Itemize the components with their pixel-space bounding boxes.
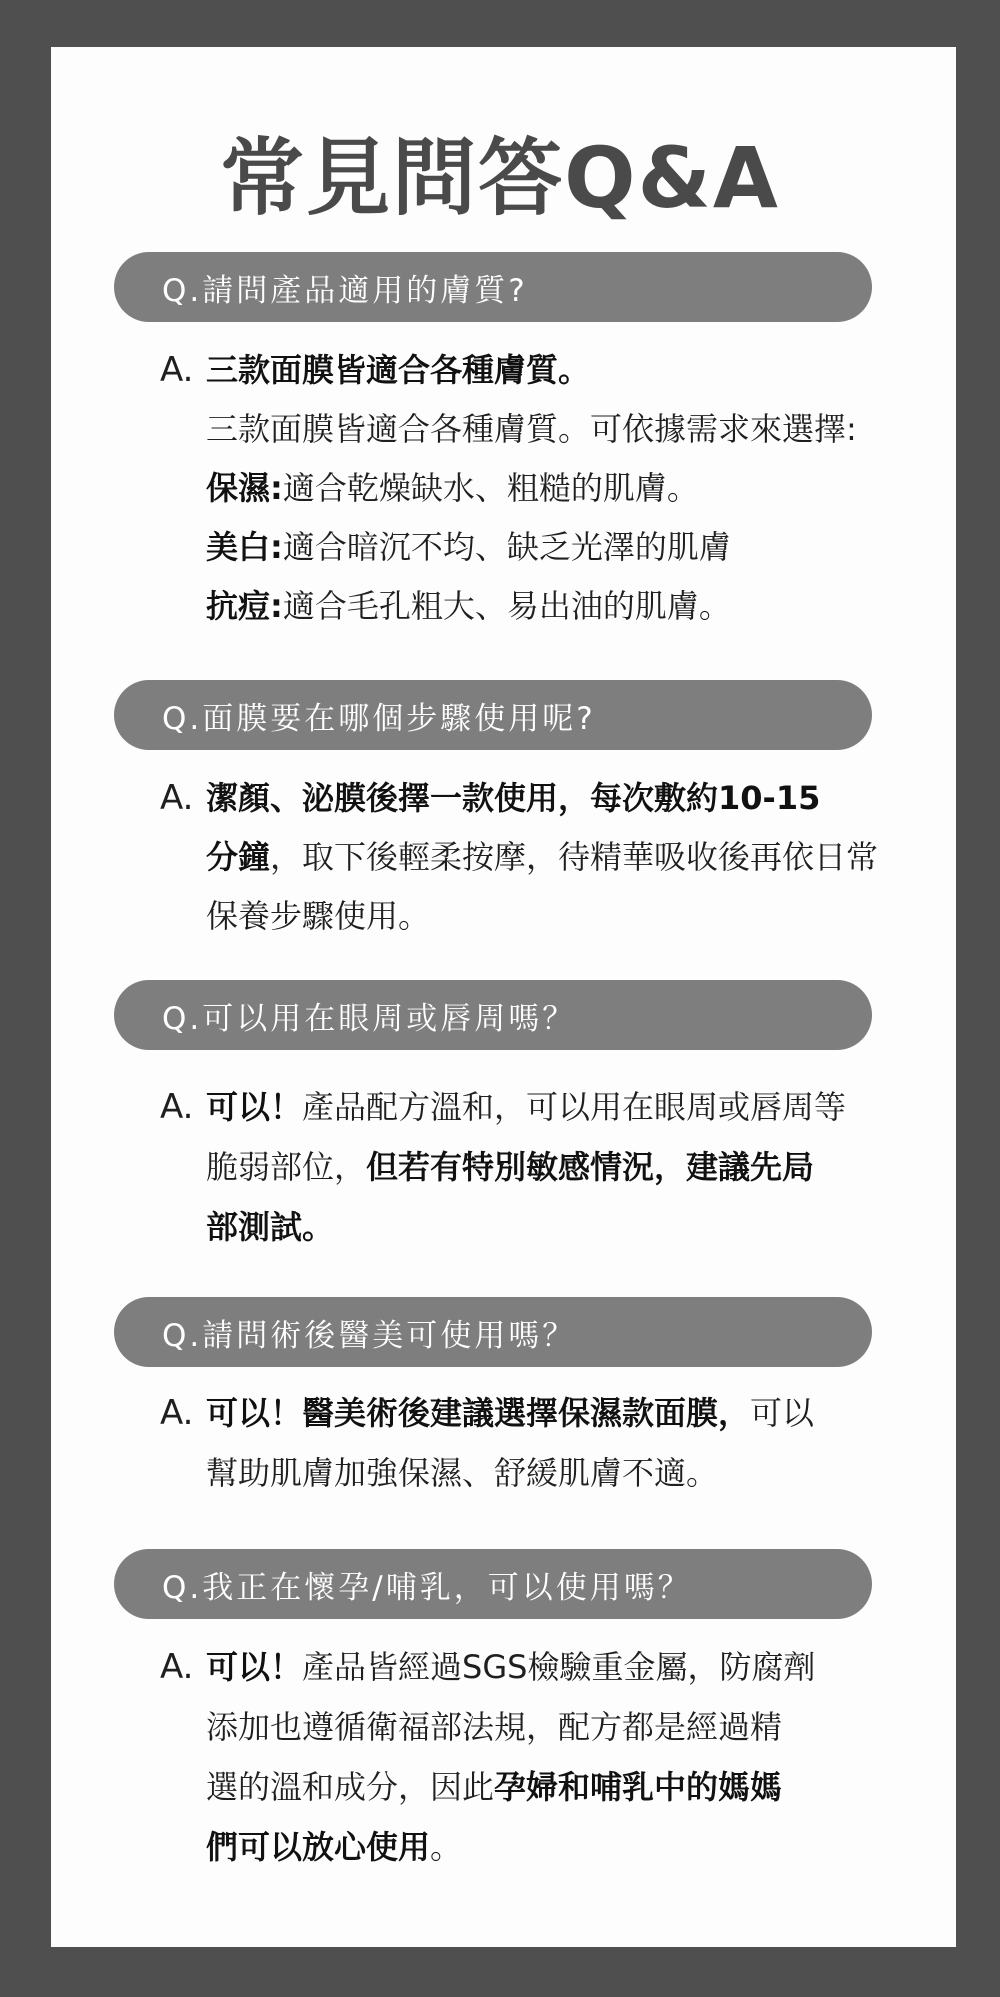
answer-bold-text: 可以！ [206,1648,303,1686]
answer-line [206,1143,814,1191]
answer-line [206,405,857,453]
answer-line [206,1823,462,1871]
answer-text: 保養步驟使用。 [206,897,431,935]
answer-text: 可以 [750,1394,815,1432]
answer-text: 脆弱部位， [206,1148,367,1186]
question-bar [114,1297,872,1367]
answer-line [206,1389,814,1437]
answer-text: 適合乾燥缺水、粗糙的肌膚。 [282,469,699,507]
question-bar [114,980,872,1050]
answer-bold-text: 可以！醫美術後建議選擇保濕款面膜， [206,1394,751,1432]
answer-bold-text: 抗痘: [206,587,283,625]
answer-text: 適合暗沉不均、缺乏光澤的肌膚 [282,528,731,566]
answer-text: ，取下後輕柔按摩，待精華吸收後再依日常 [270,838,879,876]
answer-bold-text: 潔顏、泌膜後擇一款使用，每次敷約10-15 [206,779,821,817]
answer-line [206,523,731,571]
answer-line [206,1083,846,1131]
answer-line [206,346,590,394]
answer-line [206,582,731,630]
answer-bold-text: 美白: [206,528,283,566]
question-bar [114,1549,872,1619]
answer-text: 產品皆經過SGS檢驗重金屬，防腐劑 [302,1648,816,1686]
answer-line [206,1449,718,1497]
answer-bold-text: 孕婦和哺乳中的媽媽 [494,1768,783,1806]
answer-text: 。 [430,1828,463,1866]
question-text: Q.面膜要在哪個步驟使用呢? [162,700,596,737]
answer-text: 三款面膜皆適合各種膚質。可依據需求來選擇: [206,410,857,448]
answer-prefix: A. [160,1087,194,1127]
answer-bold-text: 們可以放心使用 [206,1828,431,1866]
answer-line [206,1763,782,1811]
answer-prefix: A. [160,1647,194,1687]
answer-text: 選的溫和成分，因此 [206,1768,495,1806]
question-bar [114,680,872,750]
answer-text: 產品配方溫和，可以用在眼周或唇周等 [302,1088,847,1126]
answer-text: 幫助肌膚加強保濕、舒緩肌膚不適。 [206,1454,719,1492]
question-text: Q.請問術後醫美可使用嗎？ [162,1317,577,1354]
answer-line [206,774,820,822]
question-bar [114,252,872,322]
answer-bold-text: 但若有特別敏感情況，建議先局 [366,1148,815,1186]
answer-prefix: A. [160,1393,194,1433]
question-text: Q.可以用在眼周或唇周嗎？ [162,1000,577,1037]
answer-bold-text: 分鐘 [206,838,271,876]
answer-line [206,892,430,940]
answer-text: 適合毛孔粗大、易出油的肌膚。 [282,587,731,625]
page-title: 常見問答Q&A [220,129,780,227]
question-text: Q.請問產品適用的膚質? [162,272,528,309]
answer-prefix: A. [160,778,194,818]
answer-line [206,1203,334,1251]
answer-bold-text: 保濕: [206,469,283,507]
answer-prefix: A. [160,350,194,390]
answer-line [206,1703,782,1751]
answer-bold-text: 三款面膜皆適合各種膚質。 [206,351,591,389]
answer-line [206,1643,815,1691]
answer-bold-text: 部測試。 [206,1208,335,1246]
answer-line [206,464,699,512]
question-text: Q.我正在懷孕/哺乳，可以使用嗎？ [162,1569,692,1606]
answer-text: 添加也遵循衛福部法規，配方都是經過精 [206,1708,783,1746]
answer-bold-text: 可以！ [206,1088,303,1126]
answer-line [206,833,878,881]
